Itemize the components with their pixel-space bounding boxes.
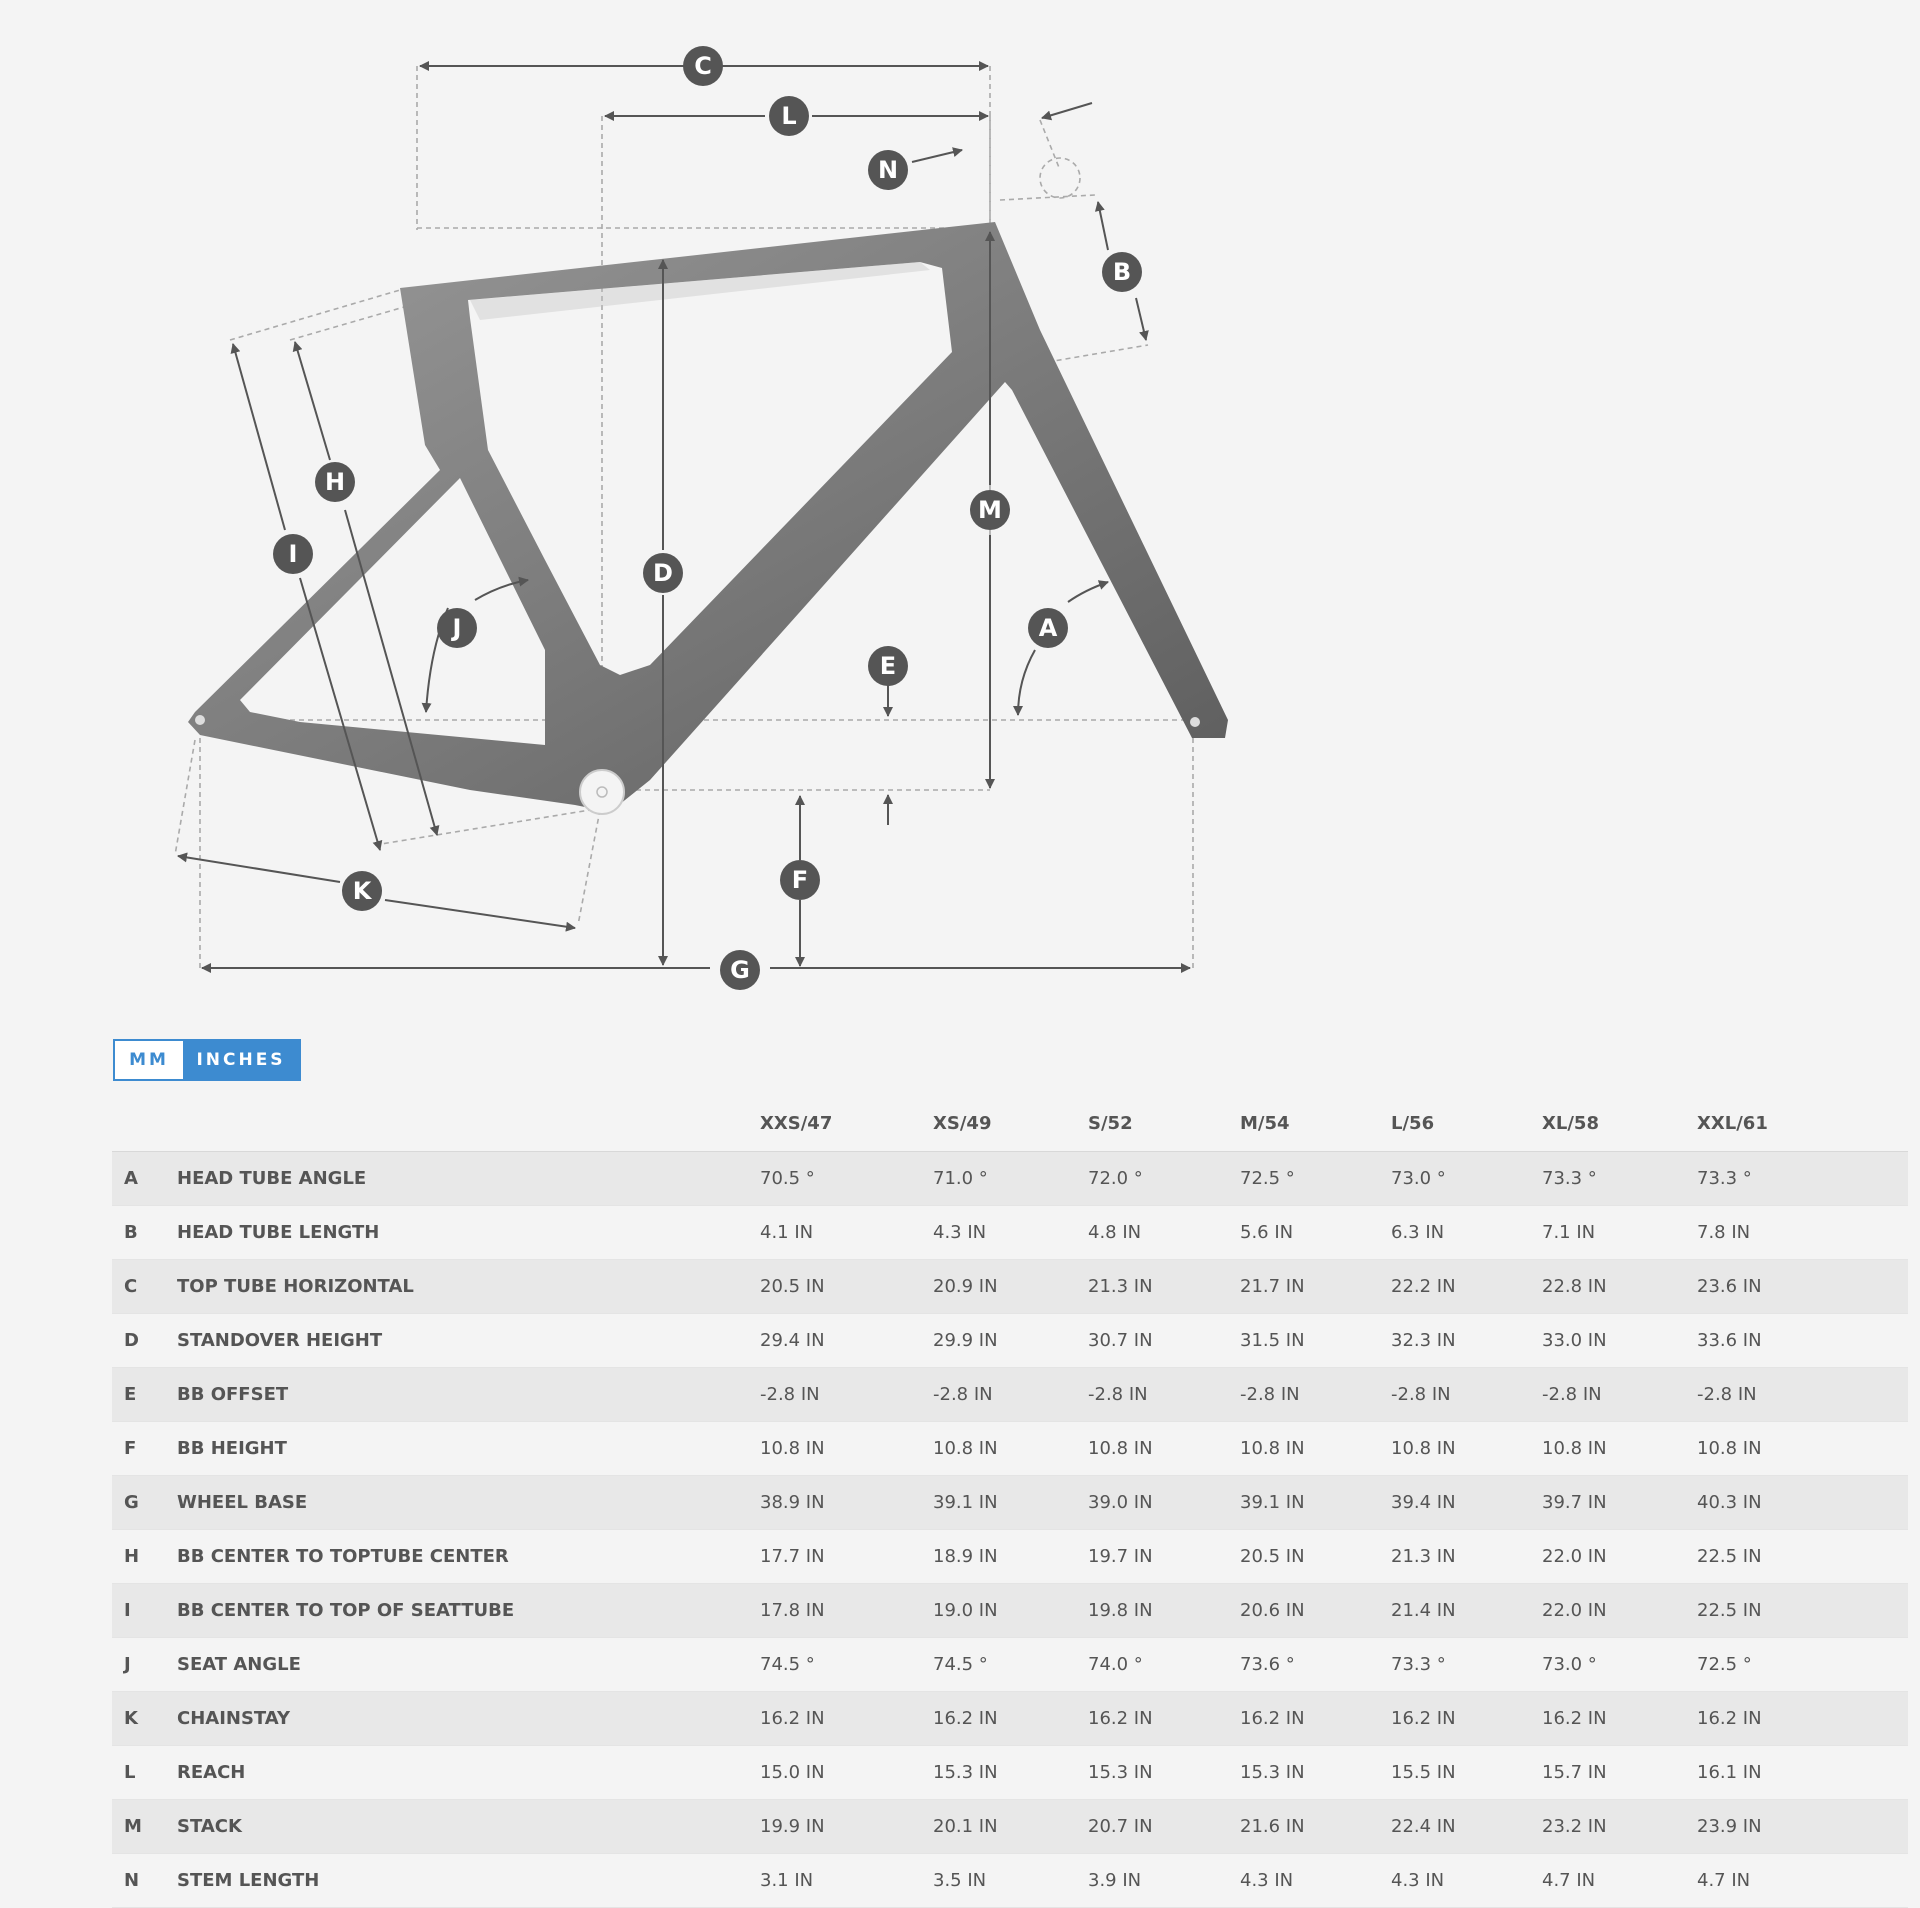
row-value: 20.6 IN [1240,1584,1391,1638]
row-value: 15.0 IN [760,1746,933,1800]
header-size: S/52 [1088,1095,1240,1152]
row-letter: D [112,1314,177,1368]
row-letter: I [112,1584,177,1638]
row-value: 16.2 IN [760,1692,933,1746]
svg-text:B: B [1112,258,1132,286]
row-value: 72.0 ° [1088,1152,1240,1206]
row-value: 4.7 IN [1697,1854,1908,1908]
row-value: 20.7 IN [1088,1800,1240,1854]
row-value: 16.2 IN [1088,1692,1240,1746]
diagram-label-l [769,96,809,136]
row-value: 4.3 IN [933,1206,1088,1260]
row-value: 74.5 ° [933,1638,1088,1692]
unit-toggle [113,1039,301,1081]
row-value: -2.8 IN [1542,1368,1697,1422]
row-value: 31.5 IN [1240,1314,1391,1368]
table-row [112,1854,1908,1908]
svg-text:I: I [288,540,298,568]
row-measurement-name: STEM LENGTH [177,1854,760,1908]
row-value: 4.1 IN [760,1206,933,1260]
row-value: 16.2 IN [1542,1692,1697,1746]
row-measurement-name: WHEEL BASE [177,1476,760,1530]
row-value: 16.2 IN [1240,1692,1391,1746]
table-row [112,1260,1908,1314]
row-measurement-name: HEAD TUBE ANGLE [177,1152,760,1206]
row-value: 15.3 IN [1088,1746,1240,1800]
row-measurement-name: TOP TUBE HORIZONTAL [177,1260,760,1314]
row-letter: N [112,1854,177,1908]
row-value: 18.9 IN [933,1530,1088,1584]
diagram-label-h [315,462,355,502]
row-value: 29.9 IN [933,1314,1088,1368]
table-row [112,1314,1908,1368]
table-row [112,1746,1908,1800]
row-value: -2.8 IN [1391,1368,1542,1422]
row-value: 71.0 ° [933,1152,1088,1206]
row-value: 74.5 ° [760,1638,933,1692]
row-value: 7.1 IN [1542,1206,1697,1260]
row-value: 16.2 IN [1391,1692,1542,1746]
row-value: 39.4 IN [1391,1476,1542,1530]
row-value: 4.8 IN [1088,1206,1240,1260]
header-size: XS/49 [933,1095,1088,1152]
row-value: 3.1 IN [760,1854,933,1908]
diagram-label-e [868,646,908,686]
row-value: 17.7 IN [760,1530,933,1584]
row-value: 22.5 IN [1697,1530,1908,1584]
row-value: 20.9 IN [933,1260,1088,1314]
row-measurement-name: BB OFFSET [177,1368,760,1422]
row-value: 23.2 IN [1542,1800,1697,1854]
row-value: 16.1 IN [1697,1746,1908,1800]
row-value: 33.0 IN [1542,1314,1697,1368]
row-value: 73.3 ° [1542,1152,1697,1206]
header-size: XXS/47 [760,1095,933,1152]
row-value: 4.3 IN [1391,1854,1542,1908]
mm-unit-button[interactable]: MM [115,1041,183,1079]
row-letter: B [112,1206,177,1260]
row-value: 20.5 IN [760,1260,933,1314]
svg-text:G: G [730,956,750,984]
diagram-label-f [780,860,820,900]
table-row [112,1152,1908,1206]
row-letter: H [112,1530,177,1584]
table-row [112,1530,1908,1584]
row-value: 38.9 IN [760,1476,933,1530]
row-letter: A [112,1152,177,1206]
geometry-table [112,1095,1908,1908]
row-value: 32.3 IN [1391,1314,1542,1368]
row-measurement-name: REACH [177,1746,760,1800]
row-value: 20.1 IN [933,1800,1088,1854]
row-value: -2.8 IN [1697,1368,1908,1422]
row-value: 15.3 IN [1240,1746,1391,1800]
row-value: 10.8 IN [1391,1422,1542,1476]
table-header-row [112,1095,1908,1152]
row-value: 73.3 ° [1391,1638,1542,1692]
row-value: 39.0 IN [1088,1476,1240,1530]
row-letter: E [112,1368,177,1422]
row-letter: L [112,1746,177,1800]
svg-text:N: N [877,156,899,184]
row-value: 73.0 ° [1391,1152,1542,1206]
table-row [112,1800,1908,1854]
diagram-label-n [868,150,908,190]
svg-text:M: M [978,496,1002,524]
table-row [112,1584,1908,1638]
row-value: 74.0 ° [1088,1638,1240,1692]
row-value: 21.3 IN [1088,1260,1240,1314]
row-value: 19.9 IN [760,1800,933,1854]
row-value: 19.8 IN [1088,1584,1240,1638]
row-value: 17.8 IN [760,1584,933,1638]
row-value: 19.7 IN [1088,1530,1240,1584]
row-measurement-name: BB CENTER TO TOP OF SEATTUBE [177,1584,760,1638]
table-row [112,1476,1908,1530]
svg-text:L: L [781,102,797,130]
table-row [112,1638,1908,1692]
row-value: 4.3 IN [1240,1854,1391,1908]
row-letter: F [112,1422,177,1476]
header-measurement [177,1095,760,1152]
construction-lines [175,66,1195,970]
row-value: 22.8 IN [1542,1260,1697,1314]
diagram-label-j [437,608,477,648]
row-value: 3.9 IN [1088,1854,1240,1908]
header-size: M/54 [1240,1095,1391,1152]
table-row [112,1206,1908,1260]
row-value: 10.8 IN [760,1422,933,1476]
row-value: 15.7 IN [1542,1746,1697,1800]
row-value: 4.7 IN [1542,1854,1697,1908]
row-value: 10.8 IN [1697,1422,1908,1476]
row-measurement-name: STANDOVER HEIGHT [177,1314,760,1368]
row-value: 22.4 IN [1391,1800,1542,1854]
row-measurement-name: BB HEIGHT [177,1422,760,1476]
header-size: XXL/61 [1697,1095,1908,1152]
table-row [112,1422,1908,1476]
row-value: 22.2 IN [1391,1260,1542,1314]
row-value: 73.3 ° [1697,1152,1908,1206]
row-value: 70.5 ° [760,1152,933,1206]
row-value: 10.8 IN [1088,1422,1240,1476]
svg-text:D: D [653,559,673,587]
diagram-label-g [720,950,760,990]
diagram-label-d [643,553,683,593]
row-value: 21.6 IN [1240,1800,1391,1854]
row-value: 21.7 IN [1240,1260,1391,1314]
row-value: 22.0 IN [1542,1584,1697,1638]
row-measurement-name: BB CENTER TO TOPTUBE CENTER [177,1530,760,1584]
header-size: L/56 [1391,1095,1542,1152]
row-value: 40.3 IN [1697,1476,1908,1530]
row-value: 10.8 IN [1240,1422,1391,1476]
row-measurement-name: HEAD TUBE LENGTH [177,1206,760,1260]
row-value: 29.4 IN [760,1314,933,1368]
row-value: 16.2 IN [1697,1692,1908,1746]
row-value: 10.8 IN [933,1422,1088,1476]
svg-text:A: A [1038,614,1058,642]
row-value: 21.3 IN [1391,1530,1542,1584]
table-row [112,1692,1908,1746]
diagram-label-b [1102,252,1142,292]
row-letter: G [112,1476,177,1530]
row-value: 23.9 IN [1697,1800,1908,1854]
svg-text:H: H [324,468,346,496]
row-letter: C [112,1260,177,1314]
table-row [112,1368,1908,1422]
row-value: 72.5 ° [1697,1638,1908,1692]
row-value: 72.5 ° [1240,1152,1391,1206]
svg-text:F: F [791,866,809,894]
diagram-label-m [970,490,1010,530]
row-value: 39.1 IN [1240,1476,1391,1530]
diagram-label-a [1028,608,1068,648]
frame-geometry-diagram [0,0,1300,1000]
header-size: XL/58 [1542,1095,1697,1152]
row-value: 22.5 IN [1697,1584,1908,1638]
row-value: 20.5 IN [1240,1530,1391,1584]
row-measurement-name: SEAT ANGLE [177,1638,760,1692]
row-value: 5.6 IN [1240,1206,1391,1260]
row-value: 22.0 IN [1542,1530,1697,1584]
row-value: 6.3 IN [1391,1206,1542,1260]
row-value: 16.2 IN [933,1692,1088,1746]
row-measurement-name: STACK [177,1800,760,1854]
svg-text:E: E [879,652,897,680]
row-value: 23.6 IN [1697,1260,1908,1314]
row-letter: J [112,1638,177,1692]
svg-text:C: C [694,52,712,80]
svg-text:J: J [452,614,462,642]
row-value: 15.5 IN [1391,1746,1542,1800]
row-value: -2.8 IN [1088,1368,1240,1422]
row-measurement-name: CHAINSTAY [177,1692,760,1746]
row-value: 39.1 IN [933,1476,1088,1530]
row-value: 73.6 ° [1240,1638,1391,1692]
row-value: 73.0 ° [1542,1638,1697,1692]
row-letter: M [112,1800,177,1854]
row-value: 10.8 IN [1542,1422,1697,1476]
row-value: -2.8 IN [760,1368,933,1422]
row-value: 3.5 IN [933,1854,1088,1908]
row-value: 30.7 IN [1088,1314,1240,1368]
row-value: 19.0 IN [933,1584,1088,1638]
svg-text:K: K [352,877,372,905]
row-value: 21.4 IN [1391,1584,1542,1638]
diagram-label-k [342,871,382,911]
row-value: 7.8 IN [1697,1206,1908,1260]
row-value: 15.3 IN [933,1746,1088,1800]
dimension-lines [178,66,1190,968]
row-letter: K [112,1692,177,1746]
diagram-label-i [273,534,313,574]
inches-unit-button[interactable]: INCHES [183,1041,299,1079]
header-letter [112,1095,177,1152]
diagram-label-c [683,46,723,86]
row-value: 33.6 IN [1697,1314,1908,1368]
row-value: -2.8 IN [1240,1368,1391,1422]
row-value: -2.8 IN [933,1368,1088,1422]
row-value: 39.7 IN [1542,1476,1697,1530]
